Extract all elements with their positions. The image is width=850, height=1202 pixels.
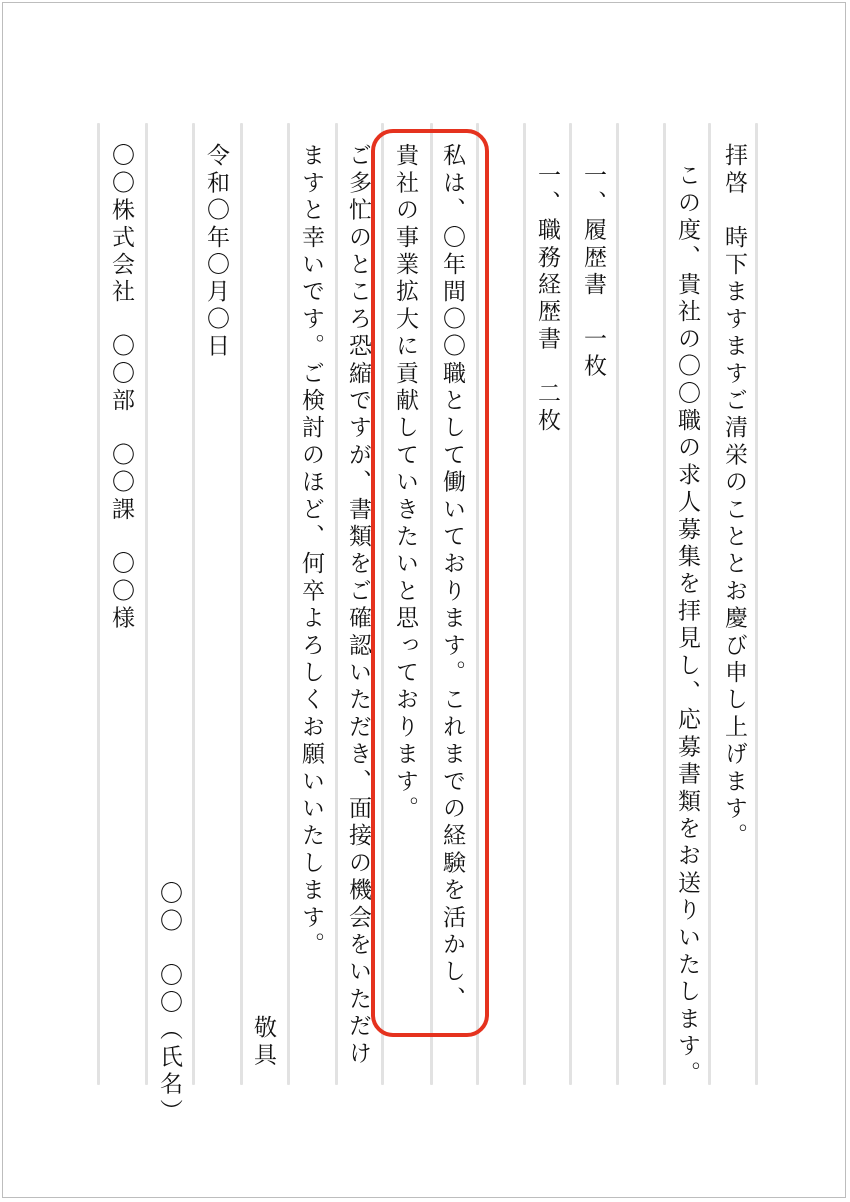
rule-line — [145, 123, 148, 1085]
recipient-line: 〇〇株式会社 〇〇部 〇〇課 〇〇様 — [108, 143, 134, 633]
rule-line — [523, 123, 526, 1085]
body-line-2: 貴社の事業拡大に貢献していきたいと思っております。 — [392, 143, 418, 823]
sender-name: 〇〇 〇〇（氏名） — [156, 881, 182, 1126]
rule-line — [287, 123, 290, 1085]
rule-line — [569, 123, 572, 1085]
closing-line-2: ますと幸いです。ご検討のほど、何卒よろしくお願いいたします。 — [298, 143, 324, 959]
greeting-line: 拝啓 時下ますますご清栄のこととお慶び申し上げます。 — [721, 143, 747, 851]
highlight-frame — [371, 129, 489, 1037]
rule-line — [192, 123, 195, 1085]
intro-line: この度、貴社の〇〇職の求人募集を拝見し、応募書類をお送りいたします。 — [674, 163, 700, 1088]
sign-off: 敬具 — [250, 1015, 276, 1070]
body-line-1: 私は、〇年間〇〇職として働いております。これまでの経験を活かし、 — [439, 143, 465, 1014]
letter-date: 令和〇年〇月〇日 — [203, 143, 229, 361]
rule-line — [97, 123, 100, 1085]
enclosure-career-history: 一、職務経歴書 二枚 — [534, 163, 560, 435]
rule-line — [240, 123, 243, 1085]
rule-line — [708, 123, 711, 1085]
letter-page — [2, 2, 846, 1198]
closing-line-1: ご多忙のところ恐縮ですが、書類をご確認いただき、面接の機会をいただけ — [345, 143, 371, 1068]
rule-line — [335, 123, 338, 1085]
enclosure-resume: 一、履歴書 一枚 — [580, 163, 606, 381]
rule-line — [616, 123, 619, 1085]
rule-line — [755, 123, 758, 1085]
rule-line — [663, 123, 666, 1085]
